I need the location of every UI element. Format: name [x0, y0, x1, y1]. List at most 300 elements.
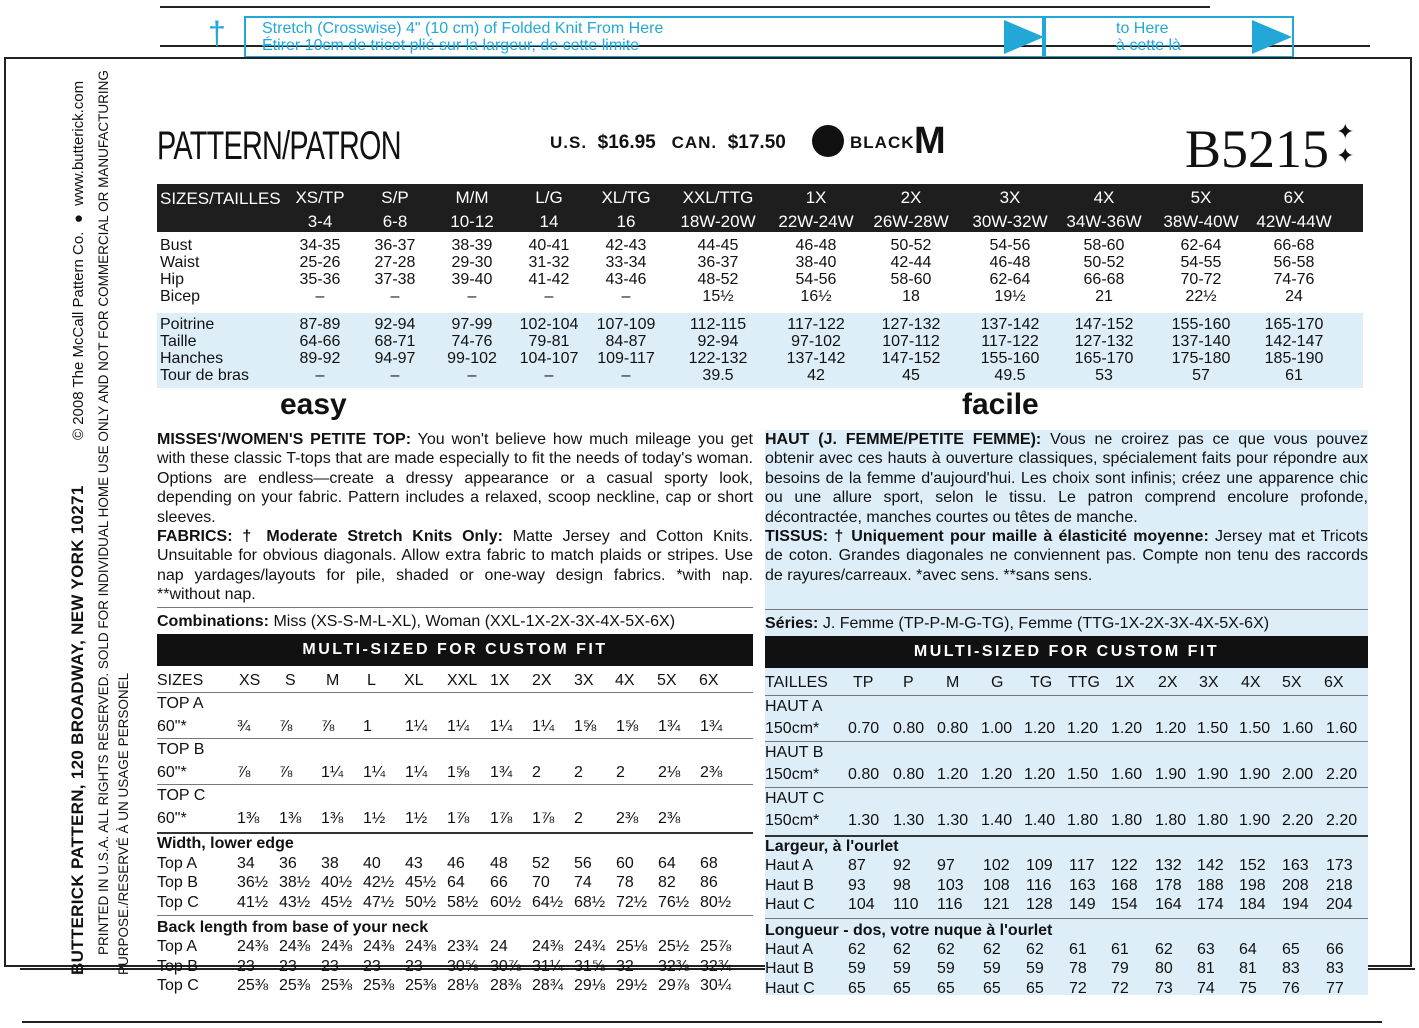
back-value: 31¼	[532, 957, 564, 975]
pattern-title: PATTERN/PATRON	[157, 124, 401, 168]
size-code: XL	[404, 671, 424, 689]
width-value: 97	[937, 857, 955, 875]
width-value: 70	[532, 874, 550, 892]
size-name: 3X	[999, 188, 1021, 207]
yardage-value: 2	[574, 809, 583, 827]
back-value: 62	[983, 940, 1001, 958]
yardage-table-fr	[765, 695, 1368, 833]
yardage-row	[157, 808, 753, 831]
yardage-value: 1.40	[1024, 812, 1056, 830]
size-name: 4X	[1093, 188, 1115, 207]
size-code: 6X	[1324, 674, 1344, 692]
width-label: Haut B	[765, 876, 814, 894]
measurement-value: 42-44	[890, 254, 932, 271]
yardage-value: 2	[532, 763, 541, 781]
back-value: 23¾	[447, 938, 479, 956]
back-value: 63	[1197, 940, 1215, 958]
measurement-value: 70-72	[1180, 271, 1222, 288]
yardage-value: 2	[574, 763, 583, 781]
width-value: 46	[447, 854, 465, 872]
measurement-value: –	[621, 367, 631, 384]
fabric-width: 150cm*	[765, 812, 820, 830]
width-value: 116	[1026, 876, 1052, 894]
letter-code: M	[914, 120, 946, 162]
stretch-text-en: Stretch (Crosswise) 4" (10 cm) of Folded Knit From Here	[262, 20, 664, 37]
measurement-value: 44-45	[697, 237, 739, 254]
back-value: 25⅞	[700, 938, 732, 956]
yardage-value: 1⅜	[279, 809, 302, 827]
back-value: 28⅜	[490, 977, 522, 995]
measurement-value: 29-30	[451, 254, 493, 271]
yardage-table-en	[157, 692, 753, 830]
measurement-value: 34-35	[299, 237, 341, 254]
back-value: 25⅜	[363, 977, 395, 995]
width-row	[157, 873, 753, 893]
measurement-value: 74-76	[451, 333, 493, 350]
width-value: 34	[237, 854, 255, 872]
back-value: 74	[1197, 979, 1215, 997]
yardage-row	[765, 810, 1368, 833]
yardage-value: 2.20	[1282, 812, 1314, 830]
back-value: 65	[937, 979, 955, 997]
yardage-value: 0.70	[848, 720, 880, 738]
width-label: Haut C	[765, 896, 815, 914]
size-code: M	[326, 671, 340, 689]
back-value: 24⅜	[237, 938, 269, 956]
back-value: 65	[893, 979, 911, 997]
width-value: 128	[1026, 896, 1053, 914]
view-name: TOP A	[157, 695, 204, 713]
measurement-value: 15½	[702, 288, 734, 305]
width-value: 164	[1155, 896, 1182, 914]
back-value: 31⅝	[574, 957, 606, 975]
size-number: 10-12	[450, 212, 494, 231]
size-number: 26W-28W	[873, 212, 949, 231]
measurement-value: 39.5	[702, 367, 734, 384]
measurement-value: 185-190	[1264, 350, 1324, 367]
measurement-value: 99-102	[447, 350, 497, 367]
yardage-row	[765, 764, 1368, 787]
width-value: 87	[848, 857, 866, 875]
width-value: 43½	[279, 893, 311, 911]
measurement-value: 57	[1192, 367, 1210, 384]
dagger-icon: †	[208, 15, 226, 51]
measurement-row	[157, 367, 1363, 384]
measurement-value: –	[544, 288, 554, 305]
measurement-value: 50-52	[1083, 254, 1125, 271]
width-value: 68½	[574, 893, 606, 911]
yardage-value: 1¼	[532, 717, 555, 735]
back-value: 28¾	[532, 977, 564, 995]
sidebar-website-line: © 2008 The McCall Pattern Co. ● www.butterick.com	[70, 80, 87, 440]
back-value: 25⅜	[405, 977, 437, 995]
measurement-value: 48-52	[697, 271, 739, 288]
yardage-value: 1⅞	[532, 809, 555, 827]
back-value: 81	[1239, 960, 1257, 978]
width-value: 103	[937, 876, 964, 894]
yardage-value: 1.20	[1024, 766, 1056, 784]
yardage-value: 1¼	[321, 763, 344, 781]
measurement-value: 147-152	[1074, 316, 1134, 333]
combinations-fr: Séries: J. Femme (TP-P-M-G-TG), Femme (TTG-1X-2X-3X-4X-5X-6X)	[765, 609, 1368, 636]
size-code: 3X	[574, 671, 594, 689]
can-price: $17.50	[727, 132, 786, 153]
description-fr: HAUT (J. FEMME/PETITE FEMME): Vous ne croirez pas ce que vous pouvez obtenir avec ces hauts à ouverture classiques, spécialement faits pour répondre aux besoins de la femme d'aujourd'hui. Les choix sont infinis; créez une apparence chic ou une allure sport, selon le tissu. Le patron comprend encolure profonde, décontractée, manches courtes ou têtes de manche.	[765, 431, 1369, 526]
width-value: 45½	[405, 874, 437, 892]
back-value: 64	[1239, 940, 1257, 958]
back-value: 78	[1069, 960, 1087, 978]
measurement-value: 66-68	[1273, 237, 1315, 254]
size-name: M/M	[455, 188, 489, 207]
arrow-right-icon	[1250, 16, 1294, 58]
size-name: 1X	[805, 188, 827, 207]
yardage-value: 1.90	[1155, 766, 1187, 784]
size-number: 3-4	[307, 212, 333, 231]
width-row	[765, 895, 1368, 915]
measurement-value: –	[621, 288, 631, 305]
width-value: 80½	[700, 893, 732, 911]
yardage-value: 1	[363, 717, 372, 735]
measurement-value: 40-41	[528, 237, 570, 254]
size-code: XXL	[447, 671, 478, 689]
width-value: 58½	[447, 893, 479, 911]
width-value: 102	[983, 857, 1010, 875]
measurement-value: 102-104	[519, 316, 579, 333]
yardage-value: 1⅜	[321, 809, 344, 827]
yardage-view	[765, 695, 1368, 741]
yardage-value: 2⅜	[700, 763, 723, 781]
back-value: 23	[321, 957, 339, 975]
yardage-value: ⅞	[321, 717, 335, 735]
back-row	[157, 937, 753, 957]
width-value: 174	[1197, 896, 1224, 914]
measurement-value: 117-122	[787, 316, 845, 333]
width-row	[157, 893, 753, 913]
publisher-address: BUTTERICK PATTERN, 120 BROADWAY, NEW YORK 10271	[68, 485, 87, 975]
yardage-value: 0.80	[893, 720, 925, 738]
width-value: 60	[616, 854, 634, 872]
measurement-value: 38-39	[451, 237, 493, 254]
yardage-view	[157, 738, 753, 784]
size-number: 30W-32W	[972, 212, 1048, 231]
width-value: 36½	[237, 874, 269, 892]
yardage-value: 1½	[363, 809, 386, 827]
width-value: 40½	[321, 874, 353, 892]
back-value: 61	[1111, 940, 1129, 958]
back-title-en: Back length from base of your neck	[157, 919, 429, 937]
imperial-measurements	[157, 232, 1363, 309]
yardage-value: 0.80	[848, 766, 880, 784]
width-value: 92	[893, 857, 911, 875]
yardage-view	[157, 692, 753, 738]
width-value: 64	[447, 874, 465, 892]
yardage-view	[765, 741, 1368, 787]
width-table-fr	[765, 856, 1368, 915]
measurement-value: 84-87	[605, 333, 647, 350]
size-number: 16	[616, 212, 636, 231]
size-name: L/G	[535, 188, 563, 207]
size-code: TG	[1030, 674, 1053, 692]
back-row	[765, 959, 1368, 979]
measurement-value: 92-94	[697, 333, 739, 350]
yardage-value: 1⅞	[490, 809, 513, 827]
back-value: 28⅛	[447, 977, 479, 995]
measurement-value: 97-102	[791, 333, 841, 350]
yardage-value: 1⅝	[616, 717, 639, 735]
width-table-en	[157, 854, 753, 913]
yardage-value: 1.90	[1239, 812, 1271, 830]
back-value: 59	[848, 960, 866, 978]
measurement-value: 62-64	[989, 271, 1031, 288]
back-value: 79	[1111, 960, 1129, 978]
view-name: TOP B	[157, 741, 205, 759]
size-code: 5X	[657, 671, 677, 689]
width-value: 47½	[363, 893, 395, 911]
measurement-value: 62-64	[1180, 237, 1222, 254]
width-value: 41½	[237, 893, 269, 911]
measurement-row	[157, 316, 1363, 333]
pattern-number: B5215	[1185, 119, 1330, 179]
yardage-value: 2⅛	[658, 763, 681, 781]
back-value: 61	[1069, 940, 1087, 958]
yardage-row	[157, 716, 753, 739]
back-value: 32⅜	[658, 957, 690, 975]
size-name: XXL/TTG	[682, 188, 754, 207]
yardage-value: 1⅞	[447, 809, 470, 827]
width-value: 93	[848, 876, 866, 894]
measurement-value: 50-52	[890, 237, 932, 254]
width-value: 122	[1111, 857, 1138, 875]
back-value: 59	[983, 960, 1001, 978]
back-value: 83	[1282, 960, 1300, 978]
size-code: 4X	[615, 671, 635, 689]
back-value: 75	[1239, 979, 1257, 997]
stretch-gauge-to	[1042, 16, 1294, 58]
easy-label: easy	[280, 388, 347, 421]
stretch-to-en: to Here	[1116, 20, 1169, 37]
view-name: HAUT C	[765, 789, 825, 807]
measurement-row	[157, 333, 1363, 350]
size-number: 14	[539, 212, 559, 231]
yardage-view	[765, 787, 1368, 833]
star-icon: ✦ ✦	[1336, 119, 1355, 168]
width-value: 68	[700, 854, 718, 872]
yardage-row	[157, 762, 753, 785]
width-value: 142	[1197, 857, 1224, 875]
bottom-rule	[22, 1021, 1382, 1023]
back-value: 62	[937, 940, 955, 958]
measurement-value: 64-66	[299, 333, 341, 350]
measurement-value: 137-142	[980, 316, 1040, 333]
fabric-width: 150cm*	[765, 766, 820, 784]
back-value: 29⅞	[658, 977, 690, 995]
width-value: 40	[363, 854, 381, 872]
fabric-width: 150cm*	[765, 720, 820, 738]
description-en: MISSES'/WOMEN'S PETITE TOP: You won't believe how much mileage you get with these classic T-tops that are made especially to fit the needs of today's woman. Options are endless—create a dressy appearance or a casual sporty look, depending on your fabric. Pattern includes a relaxed, scoop neckline, cap or short sleeves.	[157, 431, 754, 526]
measurement-value: 94-97	[374, 350, 416, 367]
size-code: 5X	[1282, 674, 1302, 692]
measurement-label: Bust	[160, 237, 193, 254]
width-value: 194	[1282, 896, 1309, 914]
measurement-value: 46-48	[795, 237, 837, 254]
size-number: 22W-24W	[778, 212, 854, 231]
size-code: 6X	[699, 671, 719, 689]
width-value: 104	[848, 896, 875, 914]
measurement-value: 104-107	[519, 350, 579, 367]
width-value: 198	[1239, 876, 1266, 894]
measurement-value: 109-117	[597, 350, 655, 367]
back-value: 24⅜	[363, 938, 395, 956]
width-title-en: Width, lower edge	[157, 835, 294, 853]
width-value: 72½	[616, 893, 648, 911]
measurement-value: 22½	[1185, 288, 1217, 305]
measurement-value: 38-40	[795, 254, 837, 271]
back-value: 76	[1282, 979, 1300, 997]
back-value: 77	[1326, 979, 1344, 997]
back-value: 66	[1326, 940, 1344, 958]
yardage-value: 2.20	[1326, 766, 1358, 784]
width-row	[157, 854, 753, 874]
measurement-label: Hanches	[160, 350, 224, 367]
yardage-value: ⅞	[279, 717, 293, 735]
width-value: 116	[937, 896, 963, 914]
yardage-value: 1¼	[363, 763, 386, 781]
measurement-value: 42	[807, 367, 825, 384]
size-code: TTG	[1068, 674, 1100, 692]
size-code: 4X	[1241, 674, 1261, 692]
width-value: 108	[983, 876, 1010, 894]
width-value: 163	[1069, 876, 1096, 894]
measurement-value: 89-92	[299, 350, 341, 367]
measurement-value: –	[467, 288, 477, 305]
back-table-en	[157, 937, 753, 996]
measurement-value: 122-132	[688, 350, 748, 367]
yardage-value: ¾	[237, 717, 251, 735]
yardage-value: 1¾	[700, 717, 723, 735]
english-column	[157, 430, 753, 996]
width-value: 48	[490, 854, 508, 872]
back-value: 29⅛	[574, 977, 606, 995]
yardage-value: 1⅝	[447, 763, 470, 781]
back-value: 25½	[658, 938, 690, 956]
back-label: Top B	[157, 957, 198, 975]
back-value: 62	[848, 940, 866, 958]
us-price: $16.95	[597, 132, 656, 153]
back-value: 62	[893, 940, 911, 958]
back-value: 24⅜	[405, 938, 437, 956]
back-label: Top C	[157, 977, 199, 995]
yardage-value: 1.50	[1067, 766, 1099, 784]
size-name: 5X	[1190, 188, 1212, 207]
measurement-value: 18	[902, 288, 920, 305]
size-name: XL/TG	[601, 188, 651, 207]
width-value: 64	[658, 854, 676, 872]
back-row	[157, 976, 753, 996]
view-name: TOP C	[157, 787, 206, 805]
measurement-value: 53	[1095, 367, 1113, 384]
width-value: 42½	[363, 874, 395, 892]
back-value: 83	[1326, 960, 1344, 978]
measurement-value: 175-180	[1171, 350, 1231, 367]
size-code: 3X	[1199, 674, 1219, 692]
yardage-value: 1⅝	[574, 717, 597, 735]
width-value: 117	[1069, 857, 1095, 875]
width-value: 76½	[658, 893, 690, 911]
color-label: BLACK	[850, 133, 915, 152]
measurement-value: 155-160	[1171, 316, 1231, 333]
back-value: 30¼	[700, 977, 732, 995]
back-row	[765, 979, 1368, 999]
width-value: 132	[1155, 857, 1182, 875]
measurement-row	[157, 288, 1363, 305]
yardage-value: 1.30	[893, 812, 925, 830]
measurement-value: 36-37	[697, 254, 739, 271]
yardage-value: 1¼	[405, 763, 428, 781]
back-value: 62	[1026, 940, 1044, 958]
yardage-value: 1.80	[1067, 812, 1099, 830]
fabric-width: 60"*	[157, 763, 187, 781]
yardage-value: 0.80	[893, 766, 925, 784]
size-name: 6X	[1283, 188, 1305, 207]
measurement-value: 33-34	[605, 254, 647, 271]
measurement-value: 155-160	[980, 350, 1040, 367]
width-value: 64½	[532, 893, 564, 911]
yardage-value: 1.60	[1282, 720, 1314, 738]
back-value: 24⅜	[532, 938, 564, 956]
width-value: 109	[1026, 857, 1053, 875]
back-label: Top A	[157, 938, 198, 956]
yardage-value: 2	[616, 763, 625, 781]
sidebar-use-fr: PURPOSE./RESERVÉ À UN USAGE PERSONEL	[116, 672, 131, 975]
measurement-value: 127-132	[881, 316, 941, 333]
width-label: Top B	[157, 874, 198, 892]
yardage-value: 2⅜	[616, 809, 639, 827]
size-code: S	[285, 671, 296, 689]
measurement-value: 43-46	[605, 271, 647, 288]
yardage-row	[765, 718, 1368, 741]
width-value: 149	[1069, 896, 1096, 914]
width-value: 121	[983, 896, 1010, 914]
measurement-value: 68-71	[374, 333, 416, 350]
measurement-value: 25-26	[299, 254, 341, 271]
width-label: Top C	[157, 893, 199, 911]
size-code: 2X	[532, 671, 552, 689]
yardage-value: 1.60	[1111, 766, 1143, 784]
yardage-value: 1.30	[848, 812, 880, 830]
fabrics-fr: TISSUS: † Uniquement pour maille à élasticité moyenne: Jersey mat et Tricots de coton. Grandes diagonales ne conviennent pas. Compte non tenu des raccords de rayures/carreaux. *avec sens. **sans sens.	[765, 528, 1368, 584]
yardage-value: 1.40	[981, 812, 1013, 830]
measurement-row	[157, 254, 1363, 271]
stretch-to-fr: à cette là	[1116, 37, 1181, 54]
size-number: 38W-40W	[1163, 212, 1239, 231]
size-table	[157, 184, 1363, 388]
measurement-value: 66-68	[1083, 271, 1125, 288]
width-value: 168	[1111, 876, 1138, 894]
measurement-value: 107-109	[596, 316, 656, 333]
measurement-value: 112-115	[689, 316, 747, 333]
top-rule	[160, 6, 1210, 8]
metric-measurements	[157, 313, 1363, 388]
width-value: 38½	[279, 874, 311, 892]
back-label: Haut C	[765, 979, 815, 997]
measurement-value: –	[544, 367, 554, 384]
yardage-view	[157, 784, 753, 830]
can-label: CAN.	[671, 133, 718, 152]
yardage-value: 1.80	[1111, 812, 1143, 830]
view-name: HAUT B	[765, 743, 824, 761]
back-value: 73	[1155, 979, 1173, 997]
size-code: 2X	[1158, 674, 1178, 692]
